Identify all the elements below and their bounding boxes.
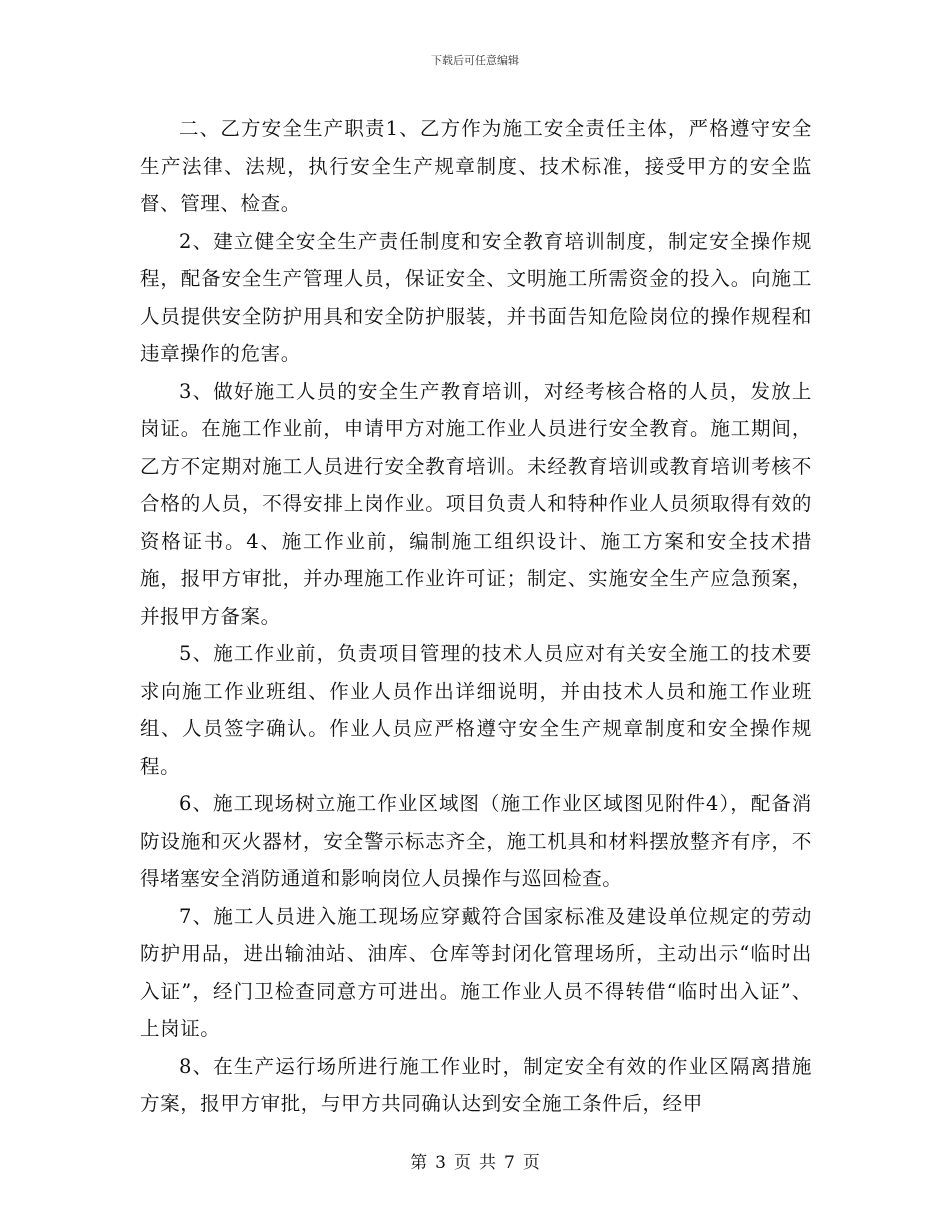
- document-body: [140, 110, 812, 1123]
- footer-current-page: 3: [435, 1153, 446, 1173]
- paragraph-2: 2、建立健全安全生产责任制度和安全教育培训制度，制定安全操作规程，配备安全生产管理人员，保证安全、文明施工所需资金的投入。向施工人员提供安全防护用具和安全防护服装，并书面告知危险岗位的操作规程和违章操作的危害。: [140, 229, 812, 365]
- page-footer: [0, 1152, 950, 1174]
- paragraph-5: 6、施工现场树立施工作业区域图（施工作业区域图见附件4），配备消防设施和灭火器材，安全警示标志齐全，施工机具和材料摆放整齐有序，不得堵塞安全消防通道和影响岗位人员操作与巡回检查。: [140, 792, 812, 890]
- footer-suffix: 页: [522, 1153, 540, 1173]
- paragraph-4: 5、施工作业前，负责项目管理的技术人员应对有关安全施工的技术要求向施工作业班组、作业人员作出详细说明，并由技术人员和施工作业班组、人员签字确认。作业人员应严格遵守安全生产规章制度和安全操作规程。: [140, 642, 812, 778]
- page-header: [0, 54, 950, 68]
- footer-prefix: 第: [410, 1153, 428, 1173]
- footer-page-word: 页: [454, 1153, 471, 1173]
- footer-total-word: 共: [479, 1153, 496, 1173]
- footer-total-pages: 7: [504, 1153, 515, 1173]
- paragraph-1: 二、乙方安全生产职责1、乙方作为施工安全责任主体，严格遵守安全生产法律、法规，执行安全生产规章制度、技术标准，接受甲方的安全监督、管理、检查。: [140, 117, 812, 215]
- paragraph-7: 8、在生产运行场所进行施工作业时，制定安全有效的作业区隔离措施方案，报甲方审批，与甲方共同确认达到安全施工条件后，经甲: [140, 1054, 812, 1115]
- header-text: 下载后可任意编辑: [431, 54, 519, 67]
- paragraph-3: 3、做好施工人员的安全生产教育培训，对经考核合格的人员，发放上岗证。在施工作业前，申请甲方对施工作业人员进行安全教育。施工期间，乙方不定期对施工人员进行安全教育培训。未经教育培训或教育培训考核不合格的人员，不得安排上岗作业。项目负责人和特种作业人员须取得有效的资格证书。4、施工作业前，编制施工组织设计、施工方案和安全技术措施，报甲方审批，并办理施工作业许可证；制定、实施安全生产应急预案，并报甲方备案。: [140, 379, 812, 628]
- paragraph-6: 7、施工人员进入施工现场应穿戴符合国家标准及建设单位规定的劳动防护用品，进出输油站、油库、仓库等封闭化管理场所，主动出示“临时出入证”，经门卫检查同意方可进出。施工作业人员不得转借“临时出入证”、上岗证。: [140, 904, 812, 1040]
